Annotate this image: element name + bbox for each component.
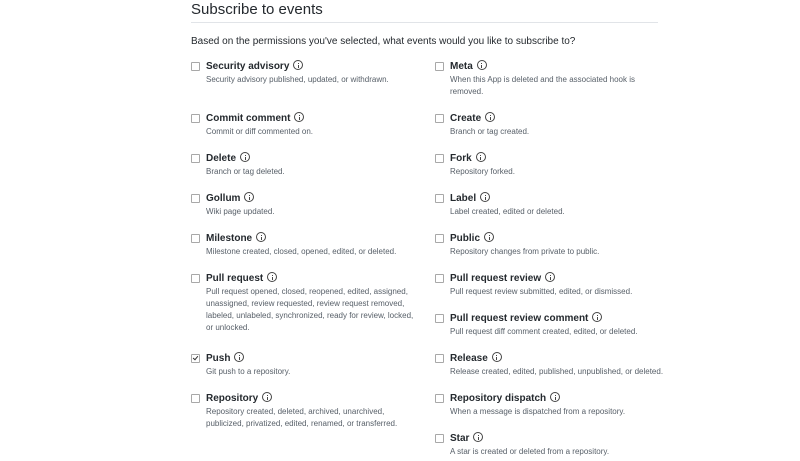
event-name: Repository xyxy=(206,393,259,404)
event-name: Milestone xyxy=(206,233,253,244)
event-name: Security advisory xyxy=(206,61,290,72)
event-name: Meta xyxy=(450,61,473,72)
info-icon[interactable] xyxy=(477,60,487,70)
info-icon[interactable] xyxy=(267,272,277,282)
checkbox-pull-request-review[interactable] xyxy=(435,274,444,283)
checkbox-security-advisory[interactable] xyxy=(191,62,200,71)
checkbox-pull-request-review-comment[interactable] xyxy=(435,314,444,323)
info-icon[interactable] xyxy=(244,192,254,202)
checkbox-repository[interactable] xyxy=(191,394,200,403)
event-description: Pull request opened, closed, reopened, edited, assigned, unassigned, review requested, review request removed, labeled, unlabeled, synchronized, ready for review, locked, or unlocked. xyxy=(206,287,414,332)
event-description: Repository forked. xyxy=(450,167,515,176)
event-description: Repository created, deleted, archived, unarchived, publicized, privatized, edited, renamed, or transferred. xyxy=(206,407,398,428)
event-name: Public xyxy=(450,233,481,244)
info-icon[interactable] xyxy=(473,432,483,442)
info-icon[interactable] xyxy=(256,232,266,242)
info-icon[interactable] xyxy=(592,312,602,322)
event-name: Delete xyxy=(206,153,237,164)
event-name: Star xyxy=(450,433,470,444)
event-description: Commit or diff commented on. xyxy=(206,127,314,136)
checkbox-commit-comment[interactable] xyxy=(191,114,200,123)
info-icon[interactable] xyxy=(262,392,272,402)
info-icon[interactable] xyxy=(476,152,486,162)
event-name: Pull request review comment xyxy=(450,313,589,324)
checkbox-meta[interactable] xyxy=(435,62,444,71)
checkbox-fork[interactable] xyxy=(435,154,444,163)
checkbox-gollum[interactable] xyxy=(191,194,200,203)
checkbox-public[interactable] xyxy=(435,234,444,243)
event-name: Gollum xyxy=(206,193,241,204)
info-icon[interactable] xyxy=(293,60,303,70)
section-intro: Based on the permissions you've selected, what events would you like to subscribe to? xyxy=(191,36,576,47)
info-icon[interactable] xyxy=(294,112,304,122)
checkbox-repository-dispatch[interactable] xyxy=(435,394,444,403)
info-icon[interactable] xyxy=(480,192,490,202)
event-name: Label xyxy=(450,193,477,204)
event-name: Pull request xyxy=(206,273,264,284)
checkbox-create[interactable] xyxy=(435,114,444,123)
info-icon[interactable] xyxy=(485,112,495,122)
event-description: When a message is dispatched from a repository. xyxy=(450,407,626,416)
info-icon[interactable] xyxy=(234,352,244,362)
checkbox-delete[interactable] xyxy=(191,154,200,163)
event-description: Security advisory published, updated, or withdrawn. xyxy=(206,75,389,84)
event-name: Commit comment xyxy=(206,113,291,124)
info-icon[interactable] xyxy=(240,152,250,162)
event-description: Git push to a repository. xyxy=(206,367,291,376)
section-divider xyxy=(191,22,658,23)
checkbox-pull-request[interactable] xyxy=(191,274,200,283)
event-name: Repository dispatch xyxy=(450,393,547,404)
event-description: Branch or tag deleted. xyxy=(206,167,285,176)
event-description: When this App is deleted and the associated hook is removed. xyxy=(450,75,636,96)
event-description: Pull request diff comment created, edited, or deleted. xyxy=(450,327,638,336)
event-description: Milestone created, closed, opened, edited, or deleted. xyxy=(206,247,397,256)
event-name: Fork xyxy=(450,153,472,164)
checkbox-star[interactable] xyxy=(435,434,444,443)
event-description: Pull request review submitted, edited, or dismissed. xyxy=(450,287,633,296)
checkbox-push[interactable] xyxy=(191,354,200,363)
checkbox-release[interactable] xyxy=(435,354,444,363)
checkbox-milestone[interactable] xyxy=(191,234,200,243)
event-description: Label created, edited or deleted. xyxy=(450,207,565,216)
checkbox-label[interactable] xyxy=(435,194,444,203)
event-description: Release created, edited, published, unpublished, or deleted. xyxy=(450,367,664,376)
event-description: Branch or tag created. xyxy=(450,127,530,136)
info-icon[interactable] xyxy=(545,272,555,282)
section-title: Subscribe to events xyxy=(191,1,323,18)
info-icon[interactable] xyxy=(550,392,560,402)
event-name: Release xyxy=(450,353,488,364)
event-name: Pull request review xyxy=(450,273,542,284)
event-description: A star is created or deleted from a repository. xyxy=(450,447,610,456)
event-name: Create xyxy=(450,113,482,124)
event-description: Wiki page updated. xyxy=(206,207,275,216)
event-name: Push xyxy=(206,353,231,364)
info-icon[interactable] xyxy=(484,232,494,242)
info-icon[interactable] xyxy=(492,352,502,362)
event-description: Repository changes from private to public. xyxy=(450,247,600,256)
